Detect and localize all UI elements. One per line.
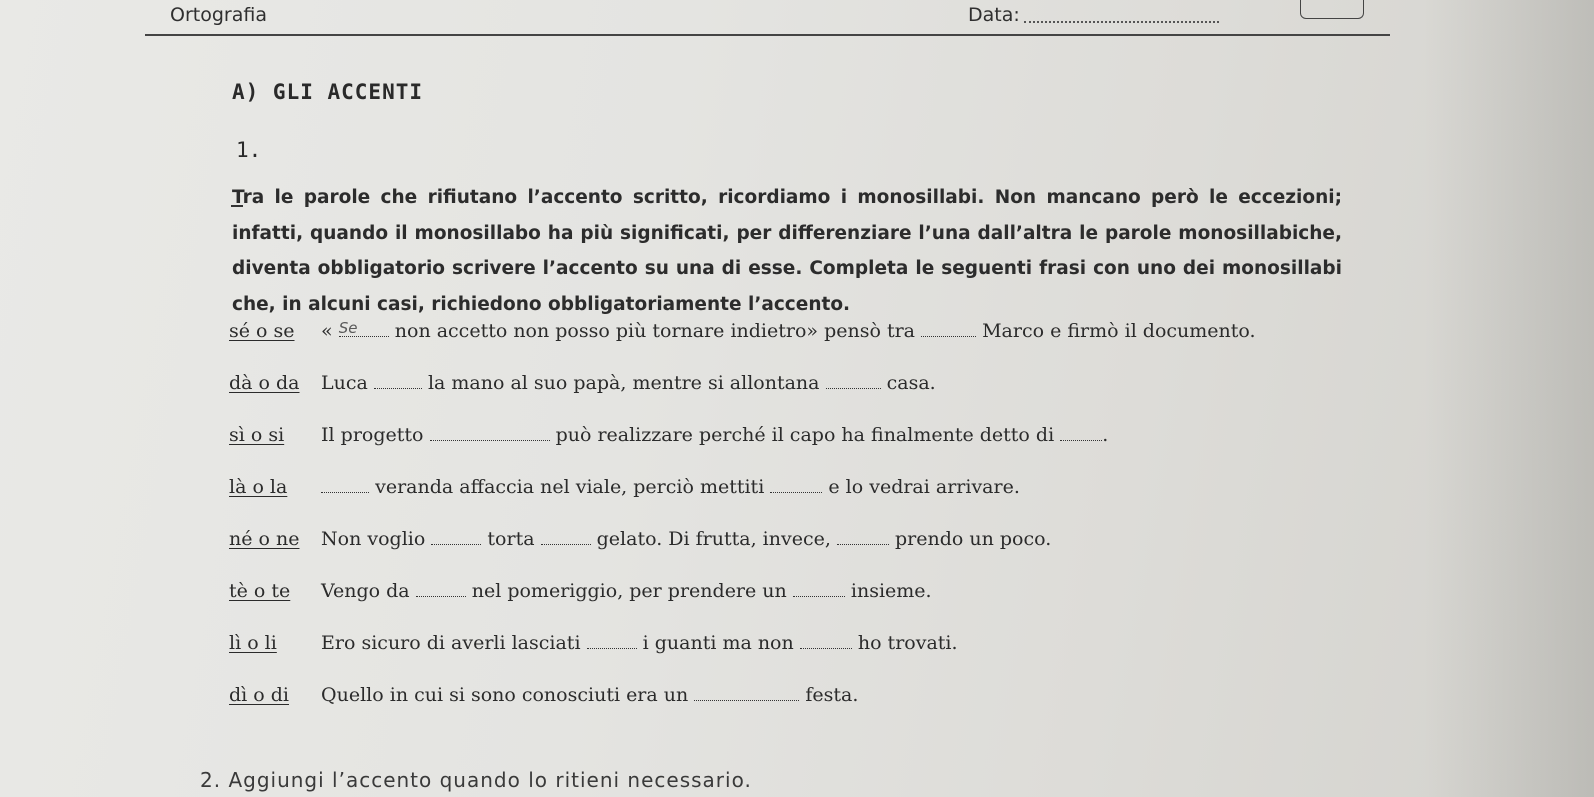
sentence-text: insieme.	[850, 580, 932, 602]
sentence-text: Marco e firmò il documento.	[982, 320, 1256, 342]
section-title: A) GLI ACCENTI	[232, 80, 424, 104]
sentence-text: «	[321, 320, 333, 342]
sentence-text: Ero sicuro di averli lasciati	[321, 632, 581, 654]
answer-blank[interactable]	[339, 320, 389, 337]
answer-blank[interactable]	[321, 476, 369, 493]
word-pair: dì o di	[229, 684, 289, 706]
subject-label: Ortografia	[170, 4, 267, 26]
sentence-text: nel pomeriggio, per prendere un	[471, 580, 787, 602]
sentence-text: Il progetto	[321, 424, 424, 446]
date-blank[interactable]	[1024, 21, 1219, 23]
exercise-row	[229, 320, 1256, 342]
answer-blank[interactable]	[770, 476, 822, 493]
exercise-row	[229, 580, 932, 602]
sentence-text: festa.	[805, 684, 859, 706]
exercise-row	[229, 632, 958, 654]
word-pair: tè o te	[229, 580, 291, 602]
word-pair: dà o da	[229, 372, 300, 394]
answer-blank[interactable]	[541, 528, 591, 545]
header-rule	[145, 34, 1390, 36]
sentence-text: la mano al suo papà, mentre si allontana	[427, 372, 820, 394]
answer-blank[interactable]	[694, 684, 799, 701]
sentence-text: può realizzare perché il capo ha finalmente detto di	[555, 424, 1055, 446]
sentence-text: Vengo da	[321, 580, 410, 602]
answer-blank[interactable]	[1060, 424, 1102, 441]
sentence-text: e lo vedrai arrivare.	[828, 476, 1020, 498]
handwritten-answer: Se	[338, 319, 358, 337]
exercise-row	[229, 424, 1108, 446]
sentence-text: torta	[487, 528, 535, 550]
answer-blank[interactable]	[430, 424, 550, 441]
sentence-text: casa.	[886, 372, 936, 394]
sentence-text: i guanti ma non	[642, 632, 794, 654]
answer-blank[interactable]	[587, 632, 637, 649]
exercise-number: 1.	[236, 138, 262, 162]
next-exercise-heading: 2. Aggiungi l’accento quando lo ritieni necessario.	[200, 768, 752, 792]
exercise-row	[229, 476, 1020, 498]
sentence-text: veranda affaccia nel viale, perciò mettiti	[375, 476, 765, 498]
answer-blank[interactable]	[374, 372, 422, 389]
answer-blank[interactable]	[800, 632, 852, 649]
exercise-row	[229, 528, 1051, 550]
date-label: Data:	[968, 4, 1020, 26]
word-pair: là o la	[229, 476, 288, 498]
answer-blank[interactable]	[826, 372, 881, 389]
sentence-text: .	[1102, 424, 1109, 446]
exercise-row	[229, 684, 858, 706]
answer-blank[interactable]	[837, 528, 889, 545]
answer-blank[interactable]	[793, 580, 845, 597]
exercise-row	[229, 372, 936, 394]
grade-box	[1300, 0, 1364, 19]
sentence-text: ho trovati.	[857, 632, 958, 654]
sentence-text: Quello in cui si sono conosciuti era un	[321, 684, 689, 706]
sentence-text: Luca	[321, 372, 368, 394]
page-shadow	[1424, 0, 1594, 797]
answer-blank[interactable]	[431, 528, 481, 545]
word-pair: sì o si	[229, 424, 285, 446]
sentence-text: non accetto non posso più tornare indietro» pensò tra	[394, 320, 915, 342]
sentence-text: gelato. Di frutta, invece,	[596, 528, 831, 550]
word-pair: sé o se	[229, 320, 295, 342]
date-field	[968, 4, 1219, 26]
exercise-instructions: Tra le parole che rifiutano l’accento scritto, ricordiamo i monosillabi. Non mancano però le eccezioni; infatti, quando il monosillabo ha più significati, per differenziare l’una dall’altra le parole monosillabiche, diventa obbligatorio scrivere l’accento su una di esse. Completa le seguenti frasi con uno dei monosillabi che, in alcuni casi, richiedono obbligatoriamente l’accento.	[232, 187, 1342, 315]
answer-blank[interactable]	[921, 320, 976, 337]
answer-blank[interactable]	[416, 580, 466, 597]
word-pair: né o ne	[229, 528, 300, 550]
sentence-text: Non voglio	[321, 528, 426, 550]
sentence-text: prendo un poco.	[894, 528, 1052, 550]
word-pair: lì o li	[229, 632, 277, 654]
